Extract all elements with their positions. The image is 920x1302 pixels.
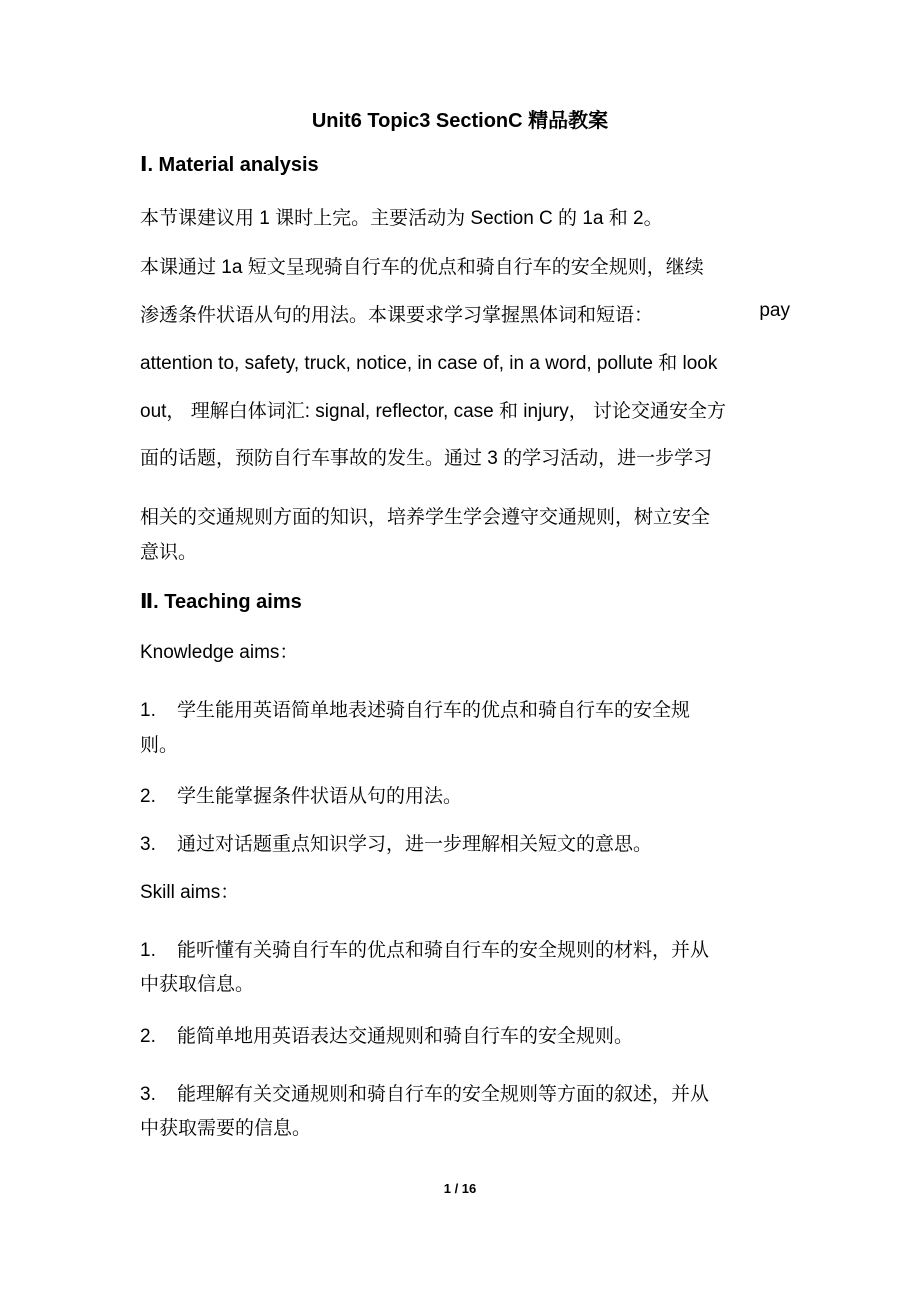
page-number: 1 / 16 <box>443 1181 477 1196</box>
item-number: 2. <box>140 786 156 807</box>
material-paragraph-2-line-2 <box>140 300 790 327</box>
material-paragraph-2-line-6: 相关的交通规则方面的知识，培养学生学会遵守交通规则，树立安全 <box>140 507 711 528</box>
section-heading-teaching-aims: Ⅱ. Teaching aims <box>140 591 302 613</box>
item-number: 1. <box>140 940 156 961</box>
line-text-tail: pay <box>759 300 790 321</box>
item-number: 3. <box>140 834 156 855</box>
knowledge-aims-label: Knowledge aims： <box>140 642 299 663</box>
document-title: Unit6 Topic3 SectionC 精品教案 <box>311 110 609 132</box>
item-text: 学生能用英语简单地表述骑自行车的优点和骑自行车的安全规 <box>177 700 691 721</box>
item-text: 能听懂有关骑自行车的优点和骑自行车的安全规则的材料，并从 <box>177 940 710 961</box>
skill-item-1-continued: 中获取信息。 <box>140 974 255 995</box>
item-number: 1. <box>140 700 156 721</box>
item-text: 学生能掌握条件状语从句的用法。 <box>177 786 463 807</box>
material-paragraph-2-line-4: out， 理解白体词汇: signal, reflector, case 和 injury， 讨论交通安全方 <box>140 401 726 422</box>
material-paragraph-2-line-5: 面的话题，预防自行车事故的发生。通过 3 的学习活动，进一步学习 <box>140 448 713 469</box>
section-heading-material-analysis: Ⅰ. Material analysis <box>140 154 319 176</box>
line-text: 渗透条件状语从句的用法。本课要求学习掌握黑体词和短语： <box>140 305 654 326</box>
item-text: 能简单地用英语表达交通规则和骑自行车的安全规则。 <box>177 1026 634 1047</box>
material-paragraph-1: 本节课建议用 1 课时上完。主要活动为 Section C 的 1a 和 2。 <box>140 208 663 229</box>
material-paragraph-2-line-7: 意识。 <box>140 542 198 563</box>
item-number: 3. <box>140 1084 156 1105</box>
knowledge-item-1-continued: 则。 <box>140 735 179 756</box>
knowledge-item-2 <box>140 781 790 808</box>
skill-item-3 <box>140 1079 790 1106</box>
item-text: 能理解有关交通规则和骑自行车的安全规则等方面的叙述，并从 <box>177 1084 710 1105</box>
knowledge-item-3 <box>140 829 790 856</box>
skill-item-1 <box>140 935 790 962</box>
material-paragraph-2-line-1: 本课通过 1a 短文呈现骑自行车的优点和骑自行车的安全规则，继续 <box>140 257 704 278</box>
knowledge-item-1 <box>140 695 790 722</box>
item-text: 通过对话题重点知识学习，进一步理解相关短文的意思。 <box>177 834 653 855</box>
skill-aims-label: Skill aims： <box>140 882 240 903</box>
skill-item-2 <box>140 1021 790 1048</box>
material-paragraph-2-line-3: attention to, safety, truck, notice, in case of, in a word, pollute 和 look <box>140 353 718 374</box>
item-number: 2. <box>140 1026 156 1047</box>
skill-item-3-continued: 中获取需要的信息。 <box>140 1118 312 1139</box>
